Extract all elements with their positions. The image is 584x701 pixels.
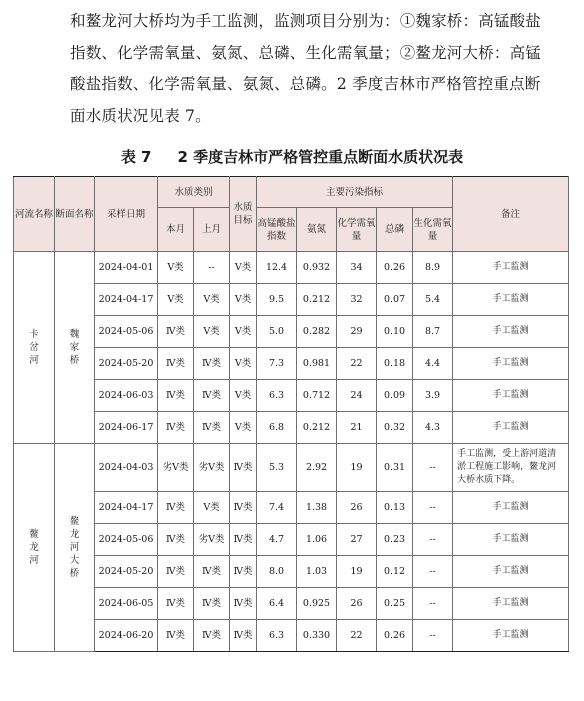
table-number: 表 7 — [120, 148, 152, 166]
cell-nh3n: 0.981 — [297, 348, 337, 380]
cell-remark: 手工监测 — [453, 412, 569, 444]
cell-cod: 21 — [337, 412, 377, 444]
cell-target-class: Ⅴ类 — [230, 380, 257, 412]
cell-cod: 24 — [337, 380, 377, 412]
cell-bod: 5.4 — [413, 284, 453, 316]
cell-bod: 8.9 — [413, 252, 453, 284]
header-section: 断面名称 — [55, 177, 95, 252]
cell-previous-class: Ⅳ类 — [194, 348, 230, 380]
cell-nh3n: 0.712 — [297, 380, 337, 412]
table-title: 2 季度吉林市严格管控重点断面水质状况表 — [177, 148, 464, 166]
cell-codmn: 7.3 — [257, 348, 297, 380]
cell-tp: 0.26 — [377, 252, 413, 284]
cell-previous-class: -- — [194, 252, 230, 284]
cell-remark: 手工监测 — [453, 620, 569, 652]
cell-previous-class: Ⅴ类 — [194, 284, 230, 316]
cell-target-class: Ⅳ类 — [230, 524, 257, 556]
cell-bod: -- — [413, 588, 453, 620]
cell-tp: 0.13 — [377, 492, 413, 524]
cell-remark: 手工监测，受上游河道清淤工程施工影响，鳌龙河大桥水质下降。 — [453, 444, 569, 492]
header-target: 水质目标 — [230, 177, 257, 252]
cell-current-class: Ⅳ类 — [158, 492, 194, 524]
cell-bod: 4.3 — [413, 412, 453, 444]
cell-nh3n: 0.932 — [297, 252, 337, 284]
cell-previous-class: 劣Ⅴ类 — [194, 524, 230, 556]
cell-previous-class: Ⅳ类 — [194, 556, 230, 588]
cell-codmn: 6.3 — [257, 380, 297, 412]
cell-tp: 0.18 — [377, 348, 413, 380]
cell-remark: 手工监测 — [453, 380, 569, 412]
table-row — [14, 524, 569, 556]
table-row — [14, 348, 569, 380]
cell-nh3n: 0.925 — [297, 588, 337, 620]
cell-section: 魏 家 桥 — [55, 252, 95, 444]
cell-remark: 手工监测 — [453, 252, 569, 284]
cell-codmn: 4.7 — [257, 524, 297, 556]
cell-date: 2024-06-20 — [95, 620, 158, 652]
cell-current-class: Ⅴ类 — [158, 284, 194, 316]
cell-cod: 19 — [337, 556, 377, 588]
cell-previous-class: Ⅴ类 — [194, 316, 230, 348]
cell-bod: 8.7 — [413, 316, 453, 348]
cell-previous-class: Ⅳ类 — [194, 620, 230, 652]
header-this-month: 本月 — [158, 208, 194, 252]
cell-tp: 0.23 — [377, 524, 413, 556]
cell-cod: 26 — [337, 588, 377, 620]
cell-current-class: Ⅴ类 — [158, 252, 194, 284]
cell-codmn: 5.3 — [257, 444, 297, 492]
cell-date: 2024-04-17 — [95, 492, 158, 524]
cell-bod: -- — [413, 620, 453, 652]
cell-current-class: Ⅳ类 — [158, 348, 194, 380]
table-row — [14, 588, 569, 620]
cell-current-class: Ⅳ类 — [158, 316, 194, 348]
cell-remark: 手工监测 — [453, 588, 569, 620]
cell-current-class: Ⅳ类 — [158, 620, 194, 652]
cell-target-class: Ⅳ类 — [230, 444, 257, 492]
intro-paragraph — [70, 6, 565, 132]
cell-previous-class: Ⅴ类 — [194, 492, 230, 524]
table-row — [14, 444, 569, 492]
cell-bod: 4.4 — [413, 348, 453, 380]
table-row — [14, 316, 569, 348]
cell-target-class: Ⅴ类 — [230, 316, 257, 348]
cell-target-class: Ⅳ类 — [230, 492, 257, 524]
header-date: 采样日期 — [95, 177, 158, 252]
header-tp: 总磷 — [377, 208, 413, 252]
cell-cod: 22 — [337, 620, 377, 652]
cell-bod: -- — [413, 556, 453, 588]
header-remark: 备注 — [453, 177, 569, 252]
cell-target-class: Ⅳ类 — [230, 588, 257, 620]
cell-remark: 手工监测 — [453, 348, 569, 380]
cell-cod: 19 — [337, 444, 377, 492]
cell-tp: 0.10 — [377, 316, 413, 348]
cell-date: 2024-06-03 — [95, 380, 158, 412]
cell-current-class: Ⅳ类 — [158, 588, 194, 620]
cell-target-class: Ⅴ类 — [230, 348, 257, 380]
cell-date: 2024-05-20 — [95, 556, 158, 588]
cell-nh3n: 0.212 — [297, 412, 337, 444]
paragraph-line: 和鳌龙河大桥均为手工监测，监测项目分别为：①魏家桥：高锰酸盐 — [70, 12, 542, 30]
cell-nh3n: 0.330 — [297, 620, 337, 652]
cell-date: 2024-04-03 — [95, 444, 158, 492]
cell-cod: 29 — [337, 316, 377, 348]
cell-current-class: Ⅳ类 — [158, 524, 194, 556]
cell-bod: -- — [413, 492, 453, 524]
cell-date: 2024-04-17 — [95, 284, 158, 316]
cell-previous-class: Ⅳ类 — [194, 588, 230, 620]
header-pollutants: 主要污染指标 — [257, 177, 453, 208]
cell-cod: 32 — [337, 284, 377, 316]
cell-tp: 0.26 — [377, 620, 413, 652]
cell-remark: 手工监测 — [453, 284, 569, 316]
paragraph-line: 指数、化学需氧量、氨氮、总磷、生化需氧量；②鳌龙河大桥：高锰 — [70, 43, 542, 62]
cell-codmn: 5.0 — [257, 316, 297, 348]
cell-target-class: Ⅳ类 — [230, 556, 257, 588]
cell-tp: 0.32 — [377, 412, 413, 444]
header-cod: 化学需氧量 — [337, 208, 377, 252]
cell-date: 2024-06-05 — [95, 588, 158, 620]
cell-date: 2024-05-06 — [95, 524, 158, 556]
table-row — [14, 412, 569, 444]
cell-cod: 27 — [337, 524, 377, 556]
cell-current-class: Ⅳ类 — [158, 556, 194, 588]
table-header — [14, 177, 569, 252]
water-quality-table — [13, 176, 569, 652]
cell-remark: 手工监测 — [453, 492, 569, 524]
cell-tp: 0.31 — [377, 444, 413, 492]
cell-river: 鳌 龙 河 — [14, 444, 55, 652]
cell-nh3n: 1.03 — [297, 556, 337, 588]
cell-tp: 0.25 — [377, 588, 413, 620]
cell-previous-class: Ⅳ类 — [194, 412, 230, 444]
table-caption — [0, 146, 584, 167]
cell-codmn: 12.4 — [257, 252, 297, 284]
cell-date: 2024-04-01 — [95, 252, 158, 284]
cell-codmn: 6.3 — [257, 620, 297, 652]
cell-codmn: 6.8 — [257, 412, 297, 444]
paragraph-line: 酸盐指数、化学需氧量、氨氮、总磷。2 季度吉林市严格管控重点断 — [70, 75, 541, 93]
table-row — [14, 492, 569, 524]
cell-nh3n: 1.06 — [297, 524, 337, 556]
cell-nh3n: 1.38 — [297, 492, 337, 524]
cell-target-class: Ⅳ类 — [230, 620, 257, 652]
table-row — [14, 620, 569, 652]
header-bod: 生化需氧量 — [413, 208, 453, 252]
cell-cod: 22 — [337, 348, 377, 380]
cell-previous-class: 劣Ⅴ类 — [194, 444, 230, 492]
cell-cod: 26 — [337, 492, 377, 524]
cell-tp: 0.12 — [377, 556, 413, 588]
cell-current-class: Ⅳ类 — [158, 380, 194, 412]
cell-codmn: 8.0 — [257, 556, 297, 588]
paragraph-line: 面水质状况见表 7。 — [70, 106, 211, 125]
cell-bod: -- — [413, 444, 453, 492]
cell-nh3n: 0.282 — [297, 316, 337, 348]
cell-date: 2024-05-20 — [95, 348, 158, 380]
cell-remark: 手工监测 — [453, 524, 569, 556]
cell-nh3n: 0.212 — [297, 284, 337, 316]
cell-section: 鳌 龙 河 大 桥 — [55, 444, 95, 652]
cell-river: 卡 岔 河 — [14, 252, 55, 444]
cell-tp: 0.07 — [377, 284, 413, 316]
table-row — [14, 284, 569, 316]
table-row — [14, 556, 569, 588]
cell-tp: 0.09 — [377, 380, 413, 412]
header-nh3n: 氨氮 — [297, 208, 337, 252]
header-wq-class: 水质类别 — [158, 177, 230, 208]
cell-current-class: 劣Ⅴ类 — [158, 444, 194, 492]
header-codmn: 高锰酸盐指数 — [257, 208, 297, 252]
cell-target-class: Ⅴ类 — [230, 252, 257, 284]
table-row — [14, 252, 569, 284]
table-body — [14, 252, 569, 652]
cell-previous-class: Ⅳ类 — [194, 380, 230, 412]
cell-remark: 手工监测 — [453, 556, 569, 588]
cell-date: 2024-05-06 — [95, 316, 158, 348]
cell-bod: -- — [413, 524, 453, 556]
cell-date: 2024-06-17 — [95, 412, 158, 444]
cell-bod: 3.9 — [413, 380, 453, 412]
cell-target-class: Ⅴ类 — [230, 284, 257, 316]
cell-codmn: 6.4 — [257, 588, 297, 620]
header-river: 河流名称 — [14, 177, 55, 252]
cell-current-class: Ⅳ类 — [158, 412, 194, 444]
cell-cod: 34 — [337, 252, 377, 284]
cell-target-class: Ⅴ类 — [230, 412, 257, 444]
cell-nh3n: 2.92 — [297, 444, 337, 492]
cell-remark: 手工监测 — [453, 316, 569, 348]
table-row — [14, 380, 569, 412]
cell-codmn: 7.4 — [257, 492, 297, 524]
cell-codmn: 9.5 — [257, 284, 297, 316]
header-last-month: 上月 — [194, 208, 230, 252]
